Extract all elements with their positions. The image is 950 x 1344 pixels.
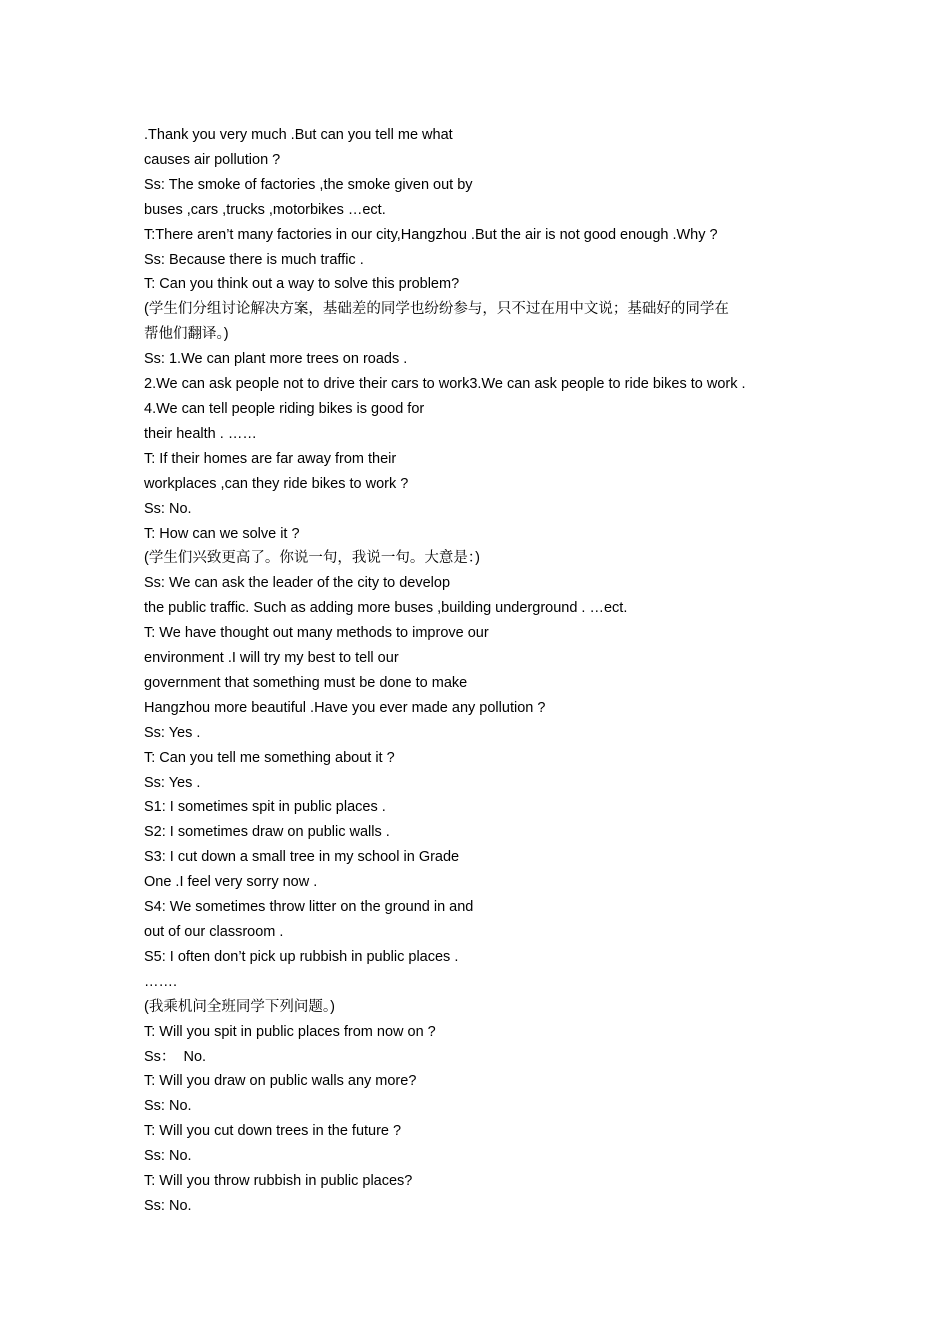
text-line: Ss： No. [144,1048,207,1065]
text-line: ……. [144,973,178,990]
text-line: Ss: Yes . [144,774,201,791]
text-line: S1: I sometimes spit in public places . [144,799,386,816]
text-line: Hangzhou more beautiful .Have you ever made any pollution ? [144,699,546,716]
text-line: Ss: No. [144,1197,192,1214]
text-line: the public traffic. Such as adding more buses ,building underground . …ect. [144,600,628,617]
text-line: environment .I will try my best to tell our [144,650,399,667]
text-line: .Thank you very much .But can you tell me what [144,127,453,143]
text-line: One .I feel very sorry now . [144,874,318,891]
text-line: Ss: Because there is much traffic . [144,251,364,268]
text-line: 4.We can tell people riding bikes is good for [144,400,425,417]
dialogue-text [144,123,814,1219]
text-line: T: Can you think out a way to solve this problem? [144,276,460,293]
text-line: S2: I sometimes draw on public walls . [144,824,390,841]
text-line: causes air pollution ? [144,151,281,168]
chinese-note-line: (我乘机问全班同学下列问题。) [144,998,335,1015]
text-line: 2.We can ask people not to drive their cars to work3.We can ask people to ride bikes to work . [144,376,746,393]
text-line: Ss: No. [144,1098,192,1115]
text-line: T: Can you tell me something about it ? [144,749,395,766]
chinese-note-line: (学生们兴致更高了。你说一句，我说一句。大意是：) [144,550,480,567]
text-line: Ss: No. [144,1148,192,1165]
text-line: Ss: We can ask the leader of the city to develop [144,575,451,592]
text-line: workplaces ,can they ride bikes to work ? [144,475,409,492]
chinese-note-line: 帮他们翻译。) [144,326,229,343]
text-line: T: We have thought out many methods to improve our [144,625,489,642]
text-line: government that something must be done to make [144,674,468,691]
text-line: Ss: No. [144,500,192,517]
text-line: T: Will you draw on public walls any more? [144,1073,417,1090]
text-line: T:There aren’t many factories in our city,Hangzhou .But the air is not good enough .Why ? [144,226,718,243]
text-line: their health . …… [144,425,257,442]
text-line: Ss: Yes . [144,724,201,741]
text-line: S5: I often don’t pick up rubbish in public places . [144,948,459,965]
text-line: out of our classroom . [144,924,284,940]
text-line: T: Will you cut down trees in the future ? [144,1123,402,1140]
text-line: T: Will you spit in public places from now on ? [144,1023,436,1040]
text-line: S3: I cut down a small tree in my school in Grade [144,849,460,866]
text-line: T: If their homes are far away from their [144,450,397,467]
text-line: S4: We sometimes throw litter on the ground in and [144,899,474,916]
text-line: Ss: The smoke of factories ,the smoke given out by [144,176,473,193]
text-line: T: How can we solve it ? [144,525,300,542]
chinese-note-line: (学生们分组讨论解决方案，基础差的同学也纷纷参与，只不过在用中文说；基础好的同学在 [144,301,729,318]
text-line: T: Will you throw rubbish in public places? [144,1173,413,1190]
text-line: buses ,cars ,trucks ,motorbikes …ect. [144,201,386,218]
text-line: Ss: 1.We can plant more trees on roads . [144,351,408,368]
